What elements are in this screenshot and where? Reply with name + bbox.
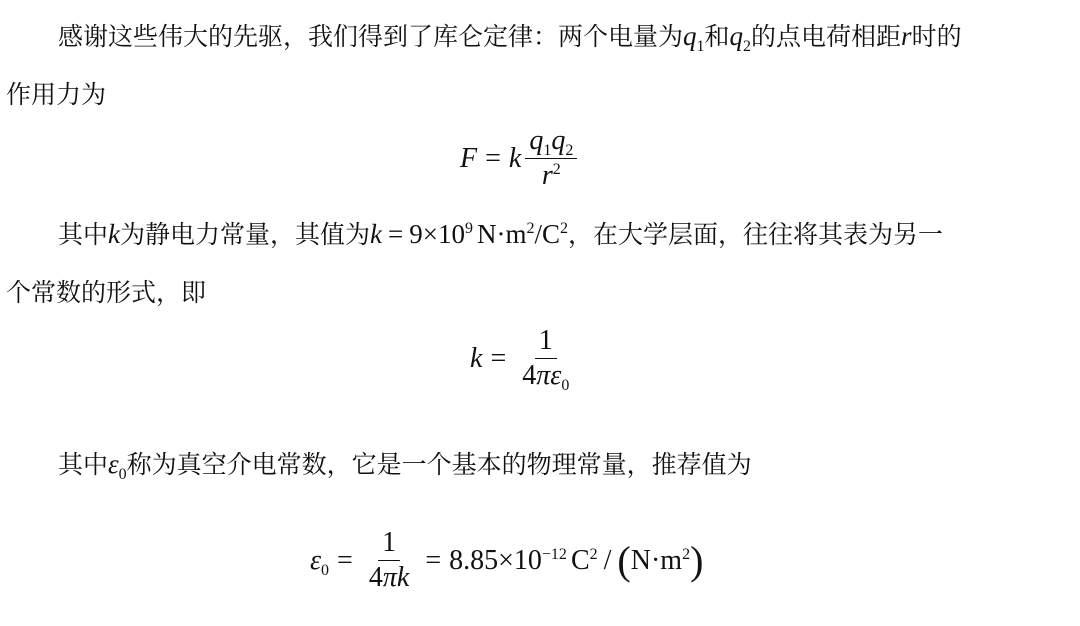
para1-text-a: 感谢这些伟大的先驱，我们得到了库仑定律：两个电量为 <box>58 22 684 51</box>
eq3-numerator: 1 <box>378 528 400 561</box>
eq1-fraction <box>525 126 577 191</box>
eq2-denominator: $4\pi\varepsilon_0$ <box>522 360 570 394</box>
var-eps0: $\varepsilon_0$ <box>108 449 127 483</box>
eq3-fraction <box>365 528 413 593</box>
value-number: $9\times 10^9$ <box>409 219 473 249</box>
eq3-equals-1: = <box>337 544 353 576</box>
para1-and: 和 <box>704 22 730 51</box>
para3-text-b: 称为真空介电常数，它是一个基本的物理常量，推荐值为 <box>126 450 752 479</box>
eq1-lhs: F <box>460 142 478 174</box>
var-r: r <box>901 21 912 51</box>
equation-epsilon0-value <box>310 528 703 593</box>
paragraph-1-line-1 <box>58 20 962 53</box>
paragraph-1-line-2: 作用力为 <box>6 80 107 109</box>
paragraph-2-line-1 <box>58 218 943 251</box>
eq3-left-paren: ( <box>617 537 631 583</box>
eq1-equals: = <box>485 142 501 174</box>
var-q2: $q_2$ <box>729 21 752 55</box>
para2-text-a: 其中 <box>58 220 109 249</box>
eq3-unit-c: $C^2$ <box>570 544 598 576</box>
eq2-lhs: k <box>470 342 483 374</box>
para1-text-b: 的点电荷相距 <box>751 22 902 51</box>
eq3-lhs: $\varepsilon_0$ <box>310 544 330 579</box>
equation-k-definition <box>470 325 577 394</box>
eq2-numerator: 1 <box>535 326 557 359</box>
para3-text-a: 其中 <box>58 450 109 479</box>
var-q1: $q_1$ <box>683 21 705 55</box>
eq1-numerator: $q_1q_2$ <box>525 126 577 159</box>
eq1-denominator: $r^2$ <box>541 160 561 191</box>
eq3-denominator: 4πk <box>368 562 410 593</box>
eq2-equals: = <box>490 342 507 374</box>
eq3-equals-2: = <box>425 544 442 576</box>
eq3-slash: / <box>603 544 612 576</box>
eq1-k: k <box>508 142 522 174</box>
paragraph-2-line-2: 个常数的形式，即 <box>6 278 207 307</box>
eq3-unit-n: $N\cdot m^2$ <box>630 544 691 576</box>
value-equals: = <box>388 219 404 249</box>
equation-coulomb-law <box>460 126 581 191</box>
value-k: k <box>370 219 382 249</box>
eq3-value: $8.85\times 10^{-12}$ <box>449 544 567 576</box>
var-k: k <box>108 219 120 249</box>
paragraph-3 <box>58 448 752 481</box>
para2-text-b: 为静电力常量，其值为 <box>120 220 371 249</box>
para2-text-c: ，在大学层面，往往将其表为另一 <box>567 220 943 249</box>
eq2-fraction <box>518 325 573 394</box>
para1-text-c: 时的 <box>911 22 962 51</box>
eq3-right-paren: ) <box>690 537 704 583</box>
value-unit: $N\cdot m^2/C^2$ <box>476 219 568 249</box>
